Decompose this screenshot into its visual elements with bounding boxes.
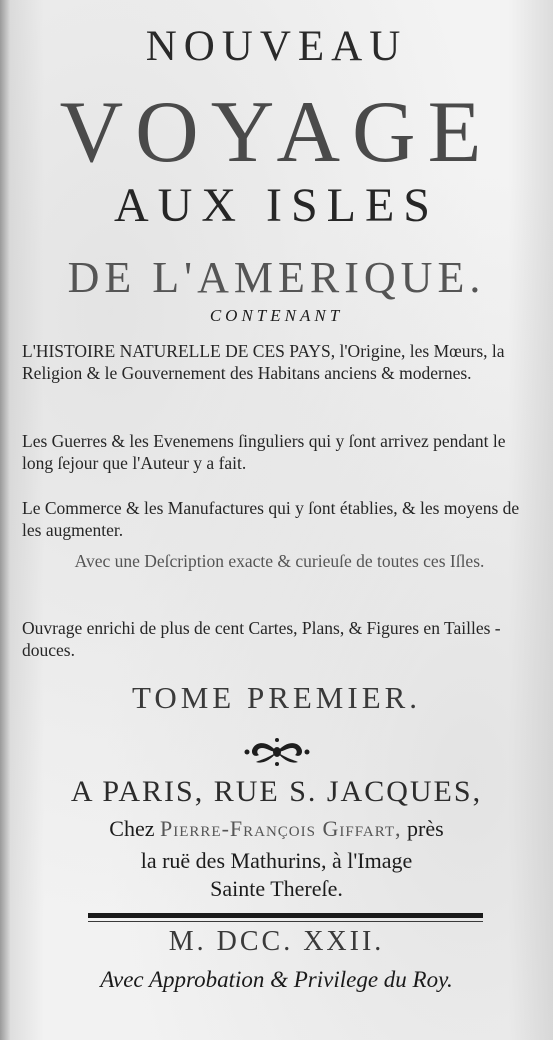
- thick-rule: [88, 913, 483, 918]
- imprint-address-2: Sainte Thereſe.: [210, 876, 343, 901]
- imprint-chez: Chez: [109, 816, 155, 841]
- imprint-publisher: Pierre-François Giffart,: [160, 816, 402, 841]
- thin-rule: [88, 921, 483, 922]
- imprint-pres: près: [407, 816, 444, 841]
- title-line-voyage: VOYAGE: [59, 84, 494, 181]
- contenant-label: CONTENANT: [209, 306, 344, 325]
- imprint-address-1: la ruë des Mathurins, à l'Image: [140, 848, 413, 873]
- imprint-publisher-line: [0, 816, 553, 842]
- contents-description: Avec une Deſcription exacte & curieuſe de toutes ces Iſles.: [74, 551, 485, 571]
- tome-label: TOME PREMIER.: [131, 680, 422, 715]
- contents-commerce: Le Commerce & les Manufactures qui y ſont établies, & les moyens de les augmenter.: [22, 498, 520, 540]
- fleuron-ornament-icon: [244, 736, 310, 768]
- contents-guerres: Les Guerres & les Evenemens ſinguliers qui y ſont arrivez pendant le long ſejour que l'Auteur y a fait.: [22, 431, 506, 473]
- title-line-aux-isles: AUX ISLES: [113, 179, 439, 232]
- contents-ouvrage: Ouvrage enrichi de plus de cent Cartes, Plans, & Figures en Tailles - douces.: [22, 618, 501, 660]
- title-line-amerique: DE L'AMERIQUE.: [67, 253, 486, 302]
- title-line-nouveau: NOUVEAU: [145, 23, 408, 70]
- imprint-date: M. DCC. XXII.: [168, 926, 385, 957]
- imprint-privilege: Avec Approbation & Privilege du Roy.: [100, 967, 453, 992]
- imprint-place: A PARIS, RUE S. JACQUES,: [70, 775, 483, 808]
- contents-histoire: L'HISTOIRE NATURELLE DE CES PAYS, l'Origine, les Mœurs, la Religion & le Gouvernement des Habitans anciens & modernes.: [22, 341, 505, 383]
